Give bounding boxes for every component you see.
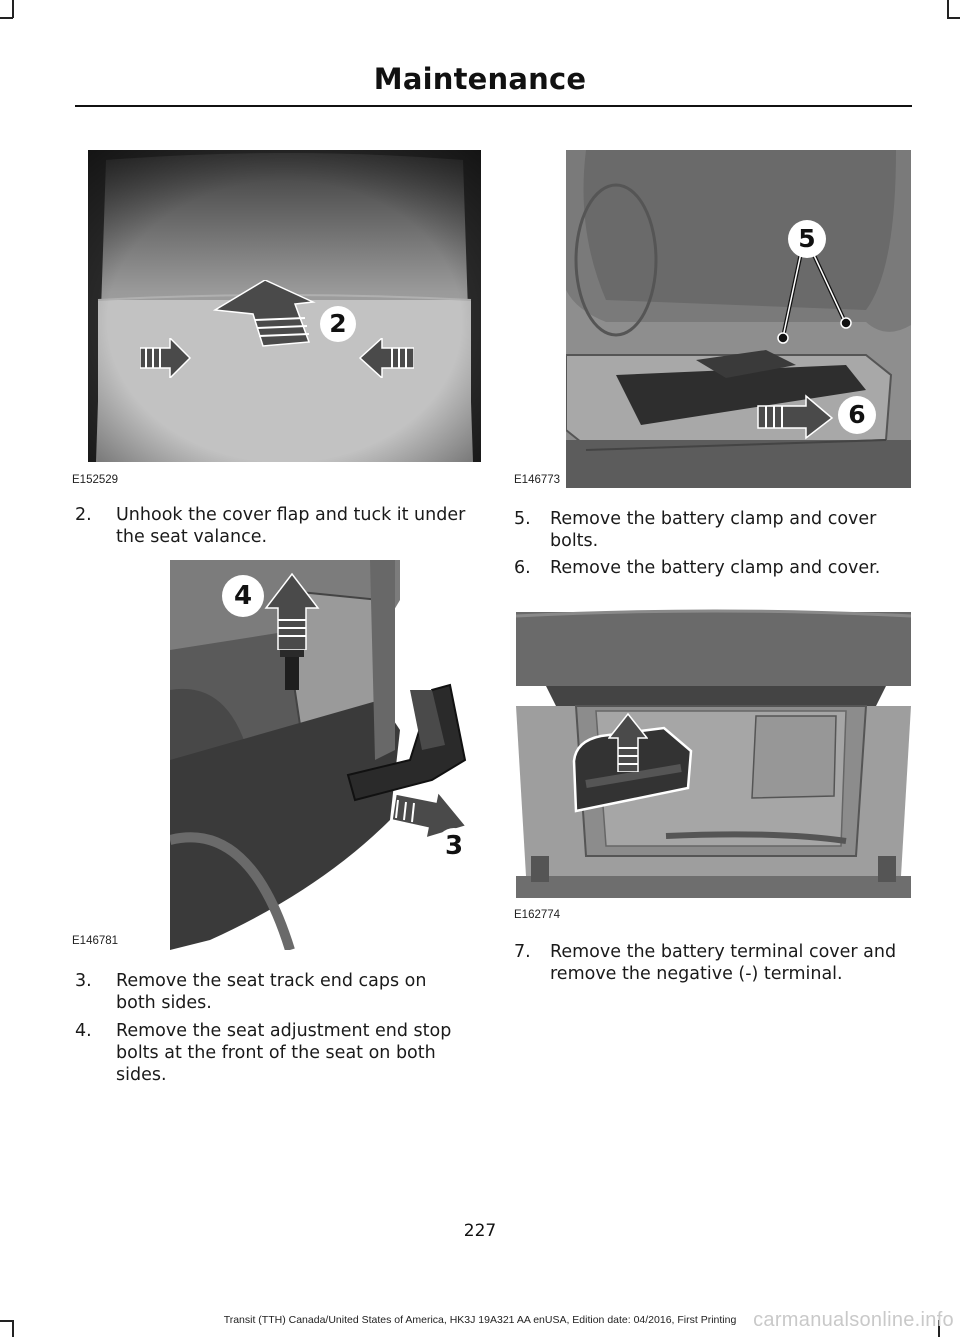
step-text: Remove the seat adjustment end stop bolts at the front of the seat on both sides.	[116, 1021, 452, 1085]
callout-2: 2	[320, 306, 356, 342]
step-number: 5.	[514, 509, 531, 529]
crop-mark-top-left-h	[0, 17, 13, 19]
figure-code: E152529	[72, 474, 119, 486]
callout-4: 4	[222, 575, 264, 617]
watermark: carmanualsonline.info	[753, 1309, 954, 1331]
crop-mark-top-right	[947, 0, 949, 18]
figure-code: E146781	[72, 935, 119, 947]
figure-battery-terminal-cover	[516, 606, 911, 898]
header-rule	[75, 105, 912, 107]
step-4	[75, 1020, 485, 1088]
step-6	[514, 557, 924, 581]
page-title: Maintenance	[373, 62, 587, 96]
crop-mark-top-right-h	[947, 17, 960, 19]
footer-edition-info: Transit (TTH) Canada/United States of America, HK3J 19A321 AA enUSA, Edition date: 04/2016, First Printing	[223, 1314, 737, 1326]
step-number: 6.	[514, 558, 531, 578]
step-number: 4.	[75, 1021, 92, 1041]
step-5	[514, 508, 924, 554]
figure-code: E162774	[514, 909, 561, 921]
step-text: Remove the battery clamp and cover bolts.	[550, 509, 877, 551]
page-number: 227	[463, 1221, 497, 1241]
figure-code: E146773	[514, 474, 561, 486]
callout-5: 5	[788, 220, 826, 258]
step-3	[75, 970, 485, 1016]
step-text: Remove the seat track end caps on both sides.	[116, 971, 427, 1013]
step-number: 3.	[75, 971, 92, 991]
callout-3: 3	[436, 828, 472, 864]
step-number: 2.	[75, 505, 92, 525]
step-text: Unhook the cover flap and tuck it under the seat valance.	[116, 505, 466, 547]
callout-6: 6	[838, 396, 876, 434]
figure-seat-cover-flap	[88, 150, 481, 462]
step-text: Remove the battery clamp and cover.	[550, 558, 881, 578]
step-text: Remove the battery terminal cover and remove the negative (-) terminal.	[550, 942, 897, 984]
step-7	[514, 941, 914, 987]
figure-battery-clamp-bolts	[566, 150, 911, 488]
step-2	[75, 504, 485, 550]
crop-mark-top-left	[12, 0, 14, 18]
step-number: 7.	[514, 942, 531, 962]
figure-seat-track-end-caps	[170, 560, 481, 950]
